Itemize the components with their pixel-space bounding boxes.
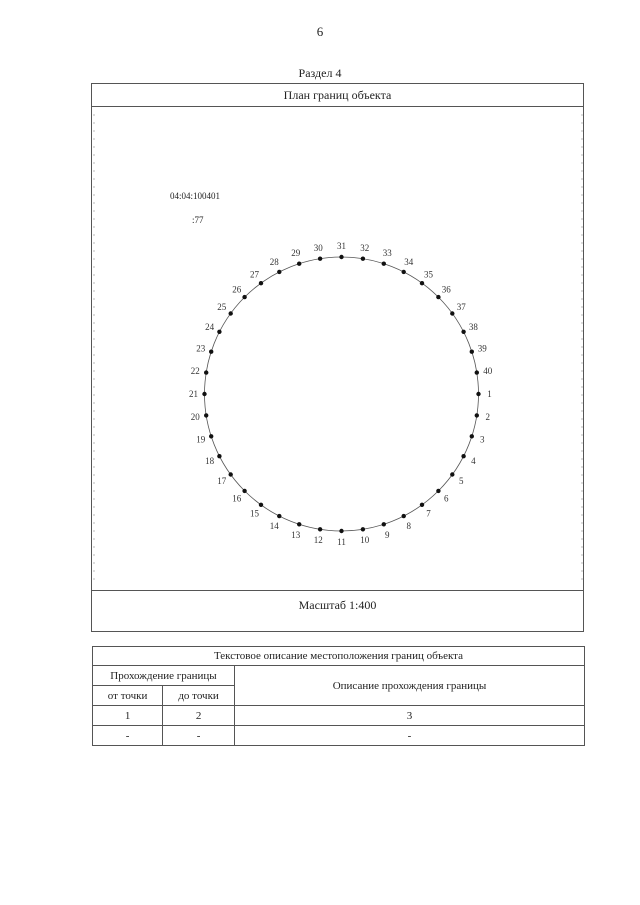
boundary-point-label: 5 <box>458 476 464 486</box>
boundary-point <box>259 281 263 285</box>
boundary-point <box>277 514 281 518</box>
boundary-plan <box>92 84 585 633</box>
boundary-point <box>209 350 213 354</box>
boundary-point <box>339 529 343 533</box>
boundary-point <box>402 270 406 274</box>
boundary-point-label: 10 <box>360 535 370 546</box>
boundary-point-label: 38 <box>468 321 478 332</box>
boundary-point-label: 34 <box>404 257 414 268</box>
boundary-point <box>361 257 365 261</box>
boundary-point <box>229 472 233 476</box>
boundary-point <box>450 311 454 315</box>
boundary-point <box>202 392 206 396</box>
boundary-point <box>297 522 301 526</box>
boundary-point <box>204 370 208 374</box>
boundary-point <box>242 295 246 299</box>
boundary-point-label: 8 <box>406 520 411 531</box>
boundary-point <box>209 434 213 438</box>
plan-frame <box>91 83 584 632</box>
section-title: Раздел 4 <box>298 66 342 80</box>
boundary-point-label: 7 <box>426 508 431 519</box>
boundary-point <box>450 472 454 476</box>
boundary-point <box>259 503 263 507</box>
boundary-point <box>361 527 365 531</box>
boundary-point <box>436 295 440 299</box>
boundary-point-label: 40 <box>483 365 493 376</box>
boundary-point-label: 19 <box>196 434 206 445</box>
boundary-point-label: 17 <box>217 476 227 486</box>
from-point-header: от точки <box>93 686 163 706</box>
row-to: - <box>163 726 235 746</box>
boundary-point-label: 6 <box>443 493 449 504</box>
row-from: - <box>93 726 163 746</box>
boundary-point-label: 11 <box>337 537 346 547</box>
boundary-point-label: 23 <box>196 343 206 354</box>
group-header: Прохождение границы <box>93 666 235 686</box>
boundary-point <box>461 330 465 334</box>
boundary-point <box>470 434 474 438</box>
boundary-point-label: 20 <box>190 412 200 423</box>
boundary-point <box>476 392 480 396</box>
plan-title: План границ объекта <box>92 84 583 107</box>
boundary-point <box>339 255 343 259</box>
boundary-point-label: 24 <box>205 321 215 332</box>
cadastral-number: 04:04:100401 <box>170 191 221 201</box>
boundary-point-label: 30 <box>313 242 323 253</box>
to-point-header: до точки <box>163 686 235 706</box>
column-number: 3 <box>235 706 585 726</box>
boundary-point-label: 9 <box>384 529 390 540</box>
boundary-point <box>242 489 246 493</box>
boundary-point-label: 39 <box>477 343 487 354</box>
table-title: Текстовое описание местоположения границ объекта <box>93 647 585 666</box>
boundary-point <box>475 413 479 417</box>
boundary-point <box>217 330 221 334</box>
column-number: 1 <box>93 706 163 726</box>
boundary-point-label: 29 <box>291 248 301 259</box>
boundary-description-table <box>92 646 585 746</box>
boundary-point <box>229 311 233 315</box>
boundary-point-label: 13 <box>291 529 301 540</box>
boundary-point-label: 14 <box>269 520 279 531</box>
boundary-point-label: 15 <box>250 508 259 519</box>
boundary-point-label: 31 <box>337 241 346 251</box>
boundary-point-label: 1 <box>487 389 492 399</box>
boundary-point <box>461 454 465 458</box>
page-number: 6 <box>316 24 324 39</box>
boundary-point-label: 3 <box>480 434 485 445</box>
boundary-point-label: 4 <box>471 456 476 467</box>
boundary-point <box>475 370 479 374</box>
boundary-point-label: 36 <box>441 284 451 295</box>
boundary-point-label: 35 <box>424 269 433 280</box>
boundary-point-label: 37 <box>456 302 466 312</box>
row-description: - <box>235 726 585 746</box>
column-number: 2 <box>163 706 235 726</box>
boundary-point <box>297 262 301 266</box>
boundary-point <box>277 270 281 274</box>
boundary-point-label: 22 <box>190 365 200 376</box>
scale-label: Масштаб 1:400 <box>92 590 583 631</box>
boundary-point <box>470 350 474 354</box>
boundary-point <box>382 522 386 526</box>
boundary-point <box>420 503 424 507</box>
boundary-point <box>382 262 386 266</box>
boundary-points <box>189 241 493 547</box>
boundary-point-label: 27 <box>250 269 259 280</box>
boundary-point <box>402 514 406 518</box>
boundary-point <box>318 527 322 531</box>
boundary-point-label: 32 <box>360 242 370 253</box>
boundary-point <box>217 454 221 458</box>
description-header: Описание прохождения границы <box>235 666 585 706</box>
boundary-point-label: 18 <box>205 456 215 467</box>
boundary-point-label: 33 <box>382 248 392 259</box>
boundary-point <box>318 257 322 261</box>
boundary-point <box>204 413 208 417</box>
boundary-point-label: 26 <box>232 284 242 295</box>
cadastral-suffix: :77 <box>192 215 204 225</box>
boundary-point-label: 12 <box>313 535 323 546</box>
boundary-point <box>420 281 424 285</box>
boundary-point <box>436 489 440 493</box>
boundary-point-label: 16 <box>232 493 242 504</box>
boundary-point-label: 2 <box>485 412 490 423</box>
table-row <box>93 726 585 746</box>
boundary-point-label: 28 <box>269 257 279 268</box>
boundary-point-label: 25 <box>217 302 227 312</box>
boundary-point-label: 21 <box>189 389 198 399</box>
